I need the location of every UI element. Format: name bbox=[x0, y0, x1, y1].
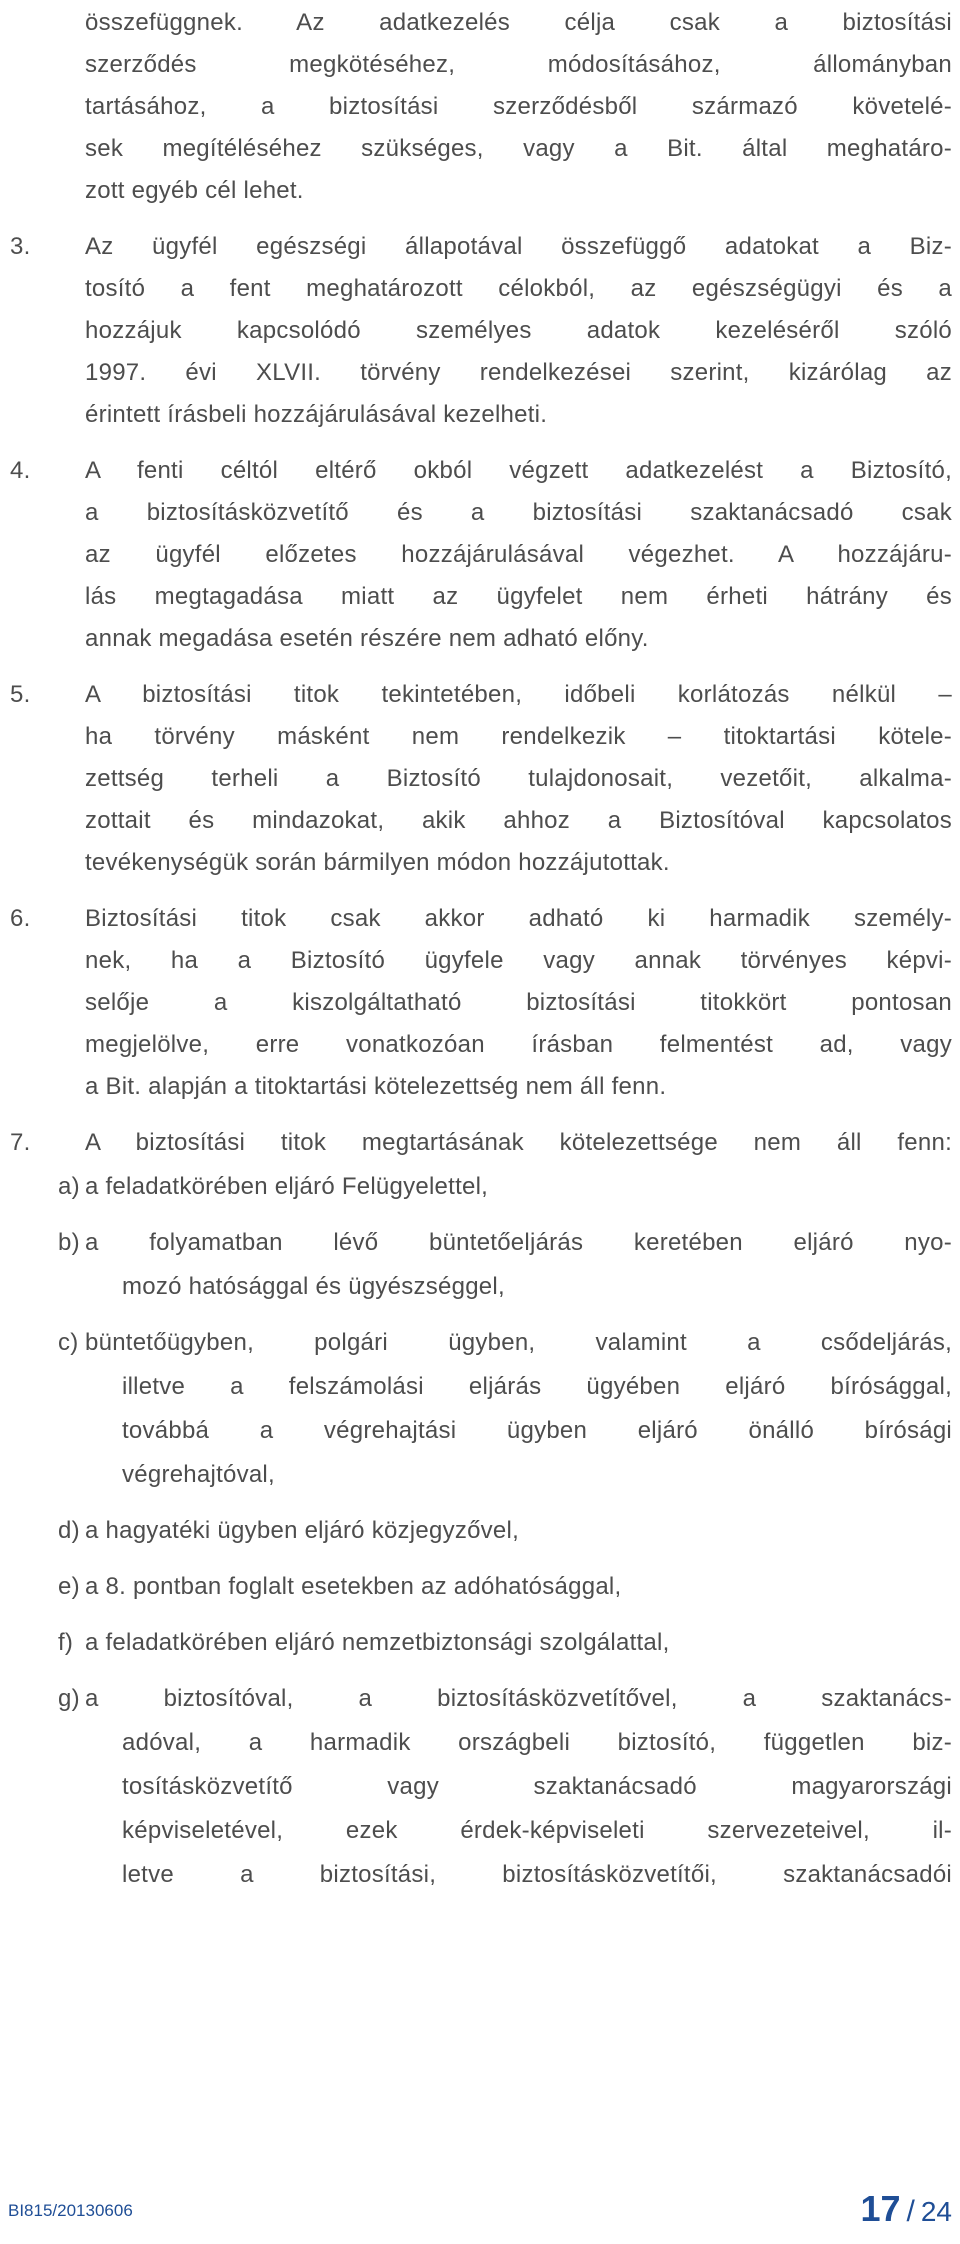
page-separator: / bbox=[906, 2195, 915, 2228]
text-line: A biztosítási titok megtartásának kötelezettsége nem áll fenn: bbox=[85, 1129, 952, 1156]
text-line: mozó hatósággal és ügyészséggel, bbox=[122, 1273, 505, 1300]
text-line: tevékenységük során bármilyen módon hozzájutottak. bbox=[85, 849, 670, 876]
text-line: a Bit. alapján a titoktartási kötelezettség nem áll fenn. bbox=[85, 1073, 667, 1100]
text-line: a biztosításközvetítő és a biztosítási szaktanácsadó csak bbox=[85, 499, 952, 526]
text-line: érintett írásbeli hozzájárulásával kezelheti. bbox=[85, 401, 548, 428]
text-line: összefüggnek. Az adatkezelés célja csak a biztosítási bbox=[85, 9, 952, 36]
list-number: 5. bbox=[10, 681, 31, 708]
text-line: sek megítéléséhez szükséges, vagy a Bit. által meghatáro- bbox=[85, 135, 952, 162]
footer-document-code: BI815/20130606 bbox=[8, 2201, 133, 2220]
page-current: 17 bbox=[860, 2188, 901, 2229]
text-line: A fenti céltól eltérő okból végzett adatkezelést a Biztosító, bbox=[85, 457, 952, 484]
text-line: zettség terheli a Biztosító tulajdonosait, vezetőit, alkalma- bbox=[85, 765, 952, 792]
text-line: nek, ha a Biztosító ügyfele vagy annak törvényes képvi- bbox=[85, 947, 952, 974]
list-item-letter: f) bbox=[58, 1629, 74, 1656]
text-line: megjelölve, erre vonatkozóan írásban felmentést ad, vagy bbox=[85, 1031, 952, 1058]
list-number: 3. bbox=[10, 233, 31, 260]
text-line: képviseletével, ezek érdek-képviseleti szervezeteivel, il- bbox=[122, 1817, 952, 1844]
text-line: 1997. évi XLVII. törvény rendelkezései szerint, kizárólag az bbox=[85, 359, 952, 386]
text-line: tartásához, a biztosítási szerződésből származó követelé- bbox=[85, 93, 952, 120]
text-line: továbbá a végrehajtási ügyben eljáró önálló bírósági bbox=[122, 1417, 952, 1444]
text-line: tosító a fent meghatározott célokból, az egészségügyi és a bbox=[85, 275, 952, 302]
text-line: ha törvény másként nem rendelkezik – titoktartási kötele- bbox=[85, 723, 952, 750]
page-total: 24 bbox=[920, 2196, 952, 2227]
list-number: 7. bbox=[10, 1129, 31, 1156]
list-item-letter: b) bbox=[58, 1229, 80, 1256]
text-line: adóval, a harmadik országbeli biztosító, független biz- bbox=[122, 1729, 952, 1756]
text-line: a feladatkörében eljáró Felügyelettel, bbox=[85, 1173, 489, 1200]
list-number: 6. bbox=[10, 905, 31, 932]
page-number bbox=[860, 2188, 952, 2230]
text-line: az ügyfél előzetes hozzájárulásával végezhet. A hozzájáru- bbox=[85, 541, 952, 568]
list-number: 4. bbox=[10, 457, 31, 484]
list-item-letter: e) bbox=[58, 1573, 80, 1600]
text-line: tosításközvetítő vagy szaktanácsadó magyarországi bbox=[122, 1773, 952, 1800]
text-line: zott egyéb cél lehet. bbox=[85, 177, 304, 204]
text-line: letve a biztosítási, biztosításközvetítői, szaktanácsadói bbox=[122, 1861, 952, 1888]
text-line: illetve a felszámolási eljárás ügyében eljáró bírósággal, bbox=[122, 1373, 952, 1400]
text-line: annak megadása esetén részére nem adható előny. bbox=[85, 625, 649, 652]
text-line: a hagyatéki ügyben eljáró közjegyzővel, bbox=[85, 1517, 520, 1544]
text-line: a feladatkörében eljáró nemzetbiztonsági szolgálattal, bbox=[85, 1629, 670, 1656]
list-item-letter: c) bbox=[58, 1329, 79, 1356]
text-line: büntetőügyben, polgári ügyben, valamint a csődeljárás, bbox=[85, 1329, 952, 1356]
text-line: végrehajtóval, bbox=[122, 1461, 275, 1488]
text-line: selője a kiszolgáltatható biztosítási titokkört pontosan bbox=[85, 989, 952, 1016]
text-line: a 8. pontban foglalt esetekben az adóhatósággal, bbox=[85, 1573, 622, 1600]
text-line: hozzájuk kapcsolódó személyes adatok kezeléséről szóló bbox=[85, 317, 952, 344]
text-line: A biztosítási titok tekintetében, időbeli korlátozás nélkül – bbox=[85, 681, 952, 708]
list-item-letter: g) bbox=[58, 1685, 80, 1712]
text-line: Biztosítási titok csak akkor adható ki harmadik személy- bbox=[85, 905, 952, 932]
text-line: lás megtagadása miatt az ügyfelet nem érheti hátrány és bbox=[85, 583, 952, 610]
text-line: Az ügyfél egészségi állapotával összefüggő adatokat a Biz- bbox=[85, 233, 952, 260]
list-item-letter: d) bbox=[58, 1517, 80, 1544]
text-line: a folyamatban lévő büntetőeljárás keretében eljáró nyo- bbox=[85, 1229, 952, 1256]
list-item-letter: a) bbox=[58, 1173, 80, 1200]
text-line: a biztosítóval, a biztosításközvetítővel, a szaktanács- bbox=[85, 1685, 952, 1712]
text-line: zottait és mindazokat, akik ahhoz a Biztosítóval kapcsolatos bbox=[85, 807, 952, 834]
text-line: szerződés megkötéséhez, módosításához, állományban bbox=[85, 51, 952, 78]
